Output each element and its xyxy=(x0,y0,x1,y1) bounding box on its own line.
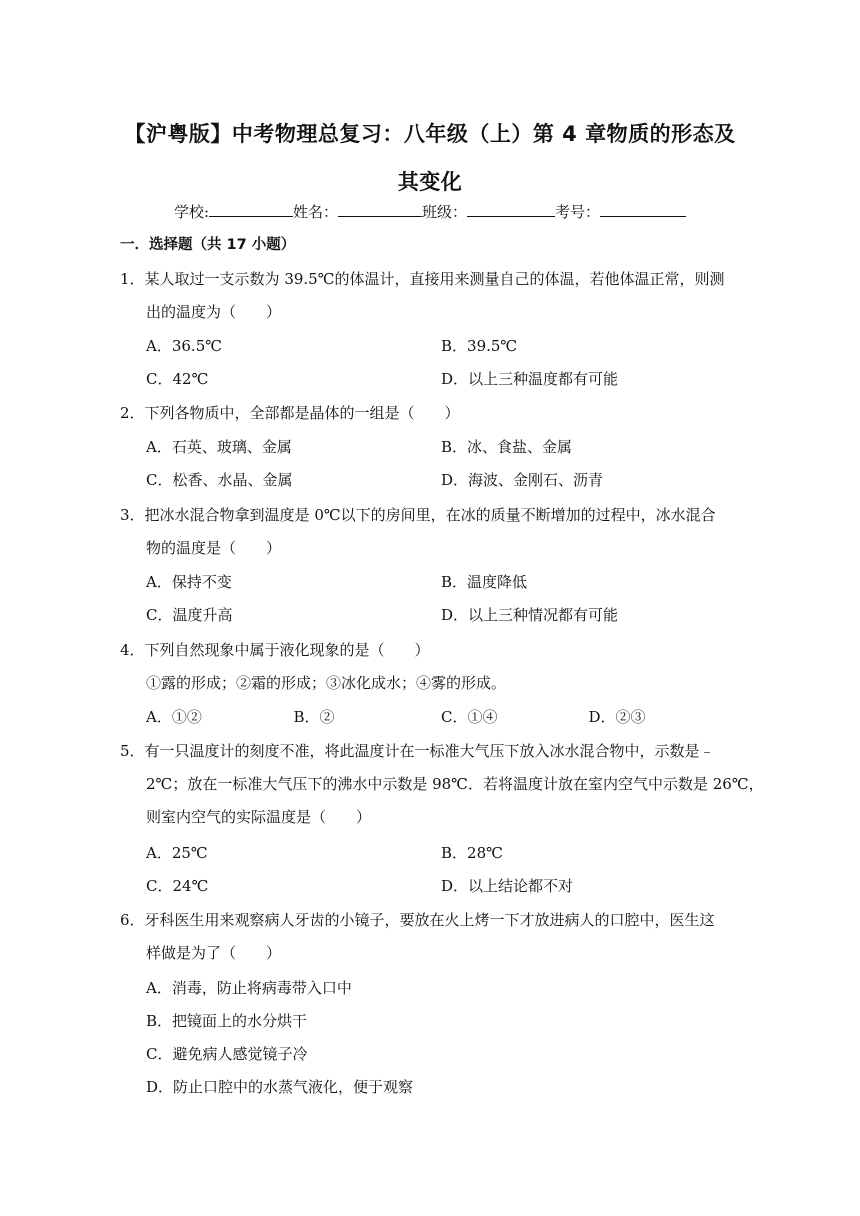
question-1 xyxy=(120,263,732,329)
question-3-options xyxy=(146,566,736,632)
option-a[interactable]: A．保持不变 xyxy=(146,573,232,591)
question-6 xyxy=(120,904,732,970)
option-b[interactable]: B．28℃ xyxy=(441,844,503,862)
option-d[interactable]: D．海波、金刚石、沥青 xyxy=(441,471,604,489)
question-5-line-2: 2℃；放在一标准大气压下的沸水中示数是 98℃．若将温度计放在室内空气中示数是 26℃， xyxy=(146,775,764,793)
question-3 xyxy=(120,499,732,565)
question-2 xyxy=(120,397,732,430)
option-d[interactable]: D．②③ xyxy=(588,708,646,726)
school-label: 学校: xyxy=(173,203,209,221)
option-a[interactable]: A．25℃ xyxy=(146,844,208,862)
question-2-line-1: 2．下列各物质中，全部都是晶体的一组是（ ） xyxy=(120,404,460,422)
question-6-options xyxy=(146,972,736,1104)
question-1-options xyxy=(146,330,736,396)
exam-no-label: 考号： xyxy=(555,203,601,221)
question-3-line-2: 物的温度是（ ） xyxy=(146,539,282,557)
option-c[interactable]: C．42℃ xyxy=(146,370,209,388)
section-heading: 一．选择题（共 17 小题） xyxy=(120,237,296,253)
name-blank[interactable] xyxy=(338,202,422,217)
title-line-1: 【沪粤版】中考物理总复习：八年级（上）第 4 章物质的形态及 xyxy=(124,122,736,146)
option-b[interactable]: B．温度降低 xyxy=(441,573,528,591)
option-d[interactable]: D．以上三种情况都有可能 xyxy=(441,606,619,624)
question-4-line-2: ①露的形成；②霜的形成；③冰化成水；④雾的形成。 xyxy=(146,674,507,692)
class-label: 班级： xyxy=(422,203,468,221)
option-d[interactable]: D．以上三种温度都有可能 xyxy=(441,370,619,388)
title-line-2: 其变化 xyxy=(397,170,463,194)
name-label: 姓名： xyxy=(293,203,339,221)
option-d[interactable]: D．防止口腔中的水蒸气液化，便于观察 xyxy=(146,1078,414,1096)
question-1-line-1: 1．某人取过一支示数为 39.5℃的体温计，直接用来测量自己的体温，若他体温正常，则测 xyxy=(120,270,725,288)
option-c[interactable]: C．松香、水晶、金属 xyxy=(146,471,293,489)
student-info-line xyxy=(0,200,860,224)
option-c[interactable]: C．24℃ xyxy=(146,877,209,895)
school-blank[interactable] xyxy=(209,202,293,217)
question-6-line-2: 样做是为了（ ） xyxy=(146,944,282,962)
class-blank[interactable] xyxy=(467,202,555,217)
question-4-line-1: 4．下列自然现象中属于液化现象的是（ ） xyxy=(120,641,430,659)
question-5-options xyxy=(146,837,736,903)
option-c[interactable]: C．①④ xyxy=(441,708,498,726)
option-b[interactable]: B．② xyxy=(293,708,335,726)
question-4 xyxy=(120,634,732,700)
option-c[interactable]: C．避免病人感觉镜子冷 xyxy=(146,1045,308,1063)
question-2-options xyxy=(146,431,736,497)
question-6-line-1: 6．牙科医生用来观察病人牙齿的小镜子，要放在火上烤一下才放进病人的口腔中，医生这 xyxy=(120,911,715,929)
option-a[interactable]: A．消毒，防止将病毒带入口中 xyxy=(146,979,352,997)
question-4-options xyxy=(146,701,736,734)
option-a[interactable]: A．①② xyxy=(146,708,202,726)
option-a[interactable]: A．36.5℃ xyxy=(146,337,223,355)
option-a[interactable]: A．石英、玻璃、金属 xyxy=(146,438,292,456)
exam-no-blank[interactable] xyxy=(600,202,686,217)
question-1-line-2: 出的温度为（ ） xyxy=(146,303,282,321)
question-3-line-1: 3．把冰水混合物拿到温度是 0℃以下的房间里，在冰的质量不断增加的过程中，冰水混合 xyxy=(120,506,716,524)
question-5 xyxy=(120,735,764,834)
option-b[interactable]: B．冰、食盐、金属 xyxy=(441,438,573,456)
option-b[interactable]: B．把镜面上的水分烘干 xyxy=(146,1012,308,1030)
option-d[interactable]: D．以上结论都不对 xyxy=(441,877,574,895)
question-5-line-1: 5．有一只温度计的刻度不准，将此温度计在一标准大气压下放入冰水混合物中，示数是﹣ xyxy=(120,742,715,760)
document-title xyxy=(100,110,760,206)
option-b[interactable]: B．39.5℃ xyxy=(441,337,518,355)
option-c[interactable]: C．温度升高 xyxy=(146,606,233,624)
question-5-line-3: 则室内空气的实际温度是（ ） xyxy=(146,808,372,826)
